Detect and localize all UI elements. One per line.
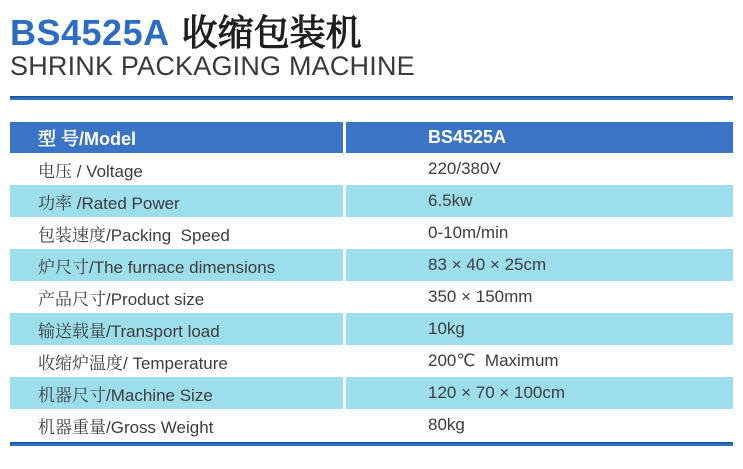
row-label: 收缩炉温度/ Temperature [10,345,343,377]
top-divider-rule [10,96,733,100]
table-row-gross-weight [10,409,733,441]
masthead [0,0,743,81]
row-value: 350 × 150mm [346,281,733,313]
page-title-chinese: 收缩包装机 [181,12,362,53]
row-value: 220/380V [346,153,733,185]
page-title-model: BS4525A [10,12,170,53]
row-label: 机器尺寸/Machine Size [10,377,343,409]
table-row-transport-load [10,313,733,345]
table-row-furnace-dimensions [10,249,733,281]
row-label: 产品尺寸/Product size [10,281,343,313]
table-header-model-value: BS4525A [346,122,733,153]
row-value: 80kg [346,409,733,441]
table-row-voltage [10,153,733,185]
row-label: 电压 / Voltage [10,153,343,185]
table-row-machine-size [10,377,733,409]
row-label: 炉尺寸/The furnace dimensions [10,249,343,281]
table-header-model-label: 型 号/Model [10,122,343,153]
spec-table [10,122,733,441]
table-header-row [10,122,733,153]
row-value: 120 × 70 × 100cm [346,377,733,409]
row-label: 输送载量/Transport load [10,313,343,345]
bottom-divider-rule [10,442,733,446]
row-value: 200℃ Maximum [346,345,733,377]
row-value: 6.5kw [346,185,733,217]
row-label: 功率 /Rated Power [10,185,343,217]
row-label: 机器重量/Gross Weight [10,409,343,441]
page-title [10,14,733,52]
table-row-rated-power [10,185,733,217]
table-row-temperature [10,345,733,377]
row-value: 0-10m/min [346,217,733,249]
row-value: 10kg [346,313,733,345]
table-row-product-size [10,281,733,313]
page-subtitle: SHRINK PACKAGING MACHINE [10,51,415,81]
row-value: 83 × 40 × 25cm [346,249,733,281]
table-row-packing-speed [10,217,733,249]
row-label: 包装速度/Packing Speed [10,217,343,249]
